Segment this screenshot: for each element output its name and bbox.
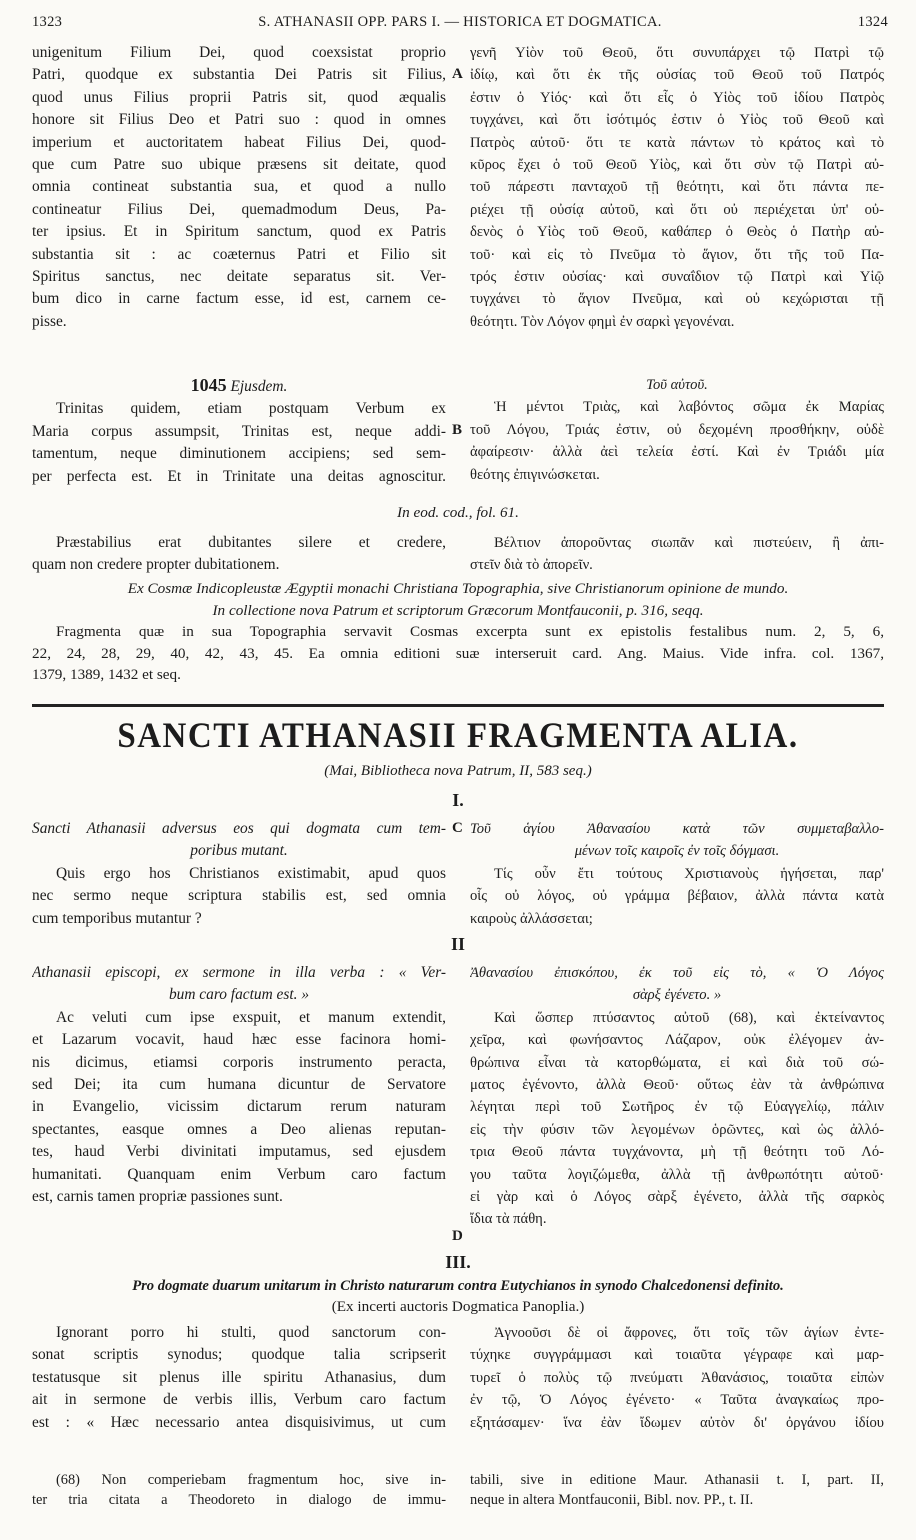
block2-latin [32, 532, 446, 577]
text-line: bum dico in carne factum esse, id est, carnem ce- [32, 290, 446, 308]
text-line: est, carnis tamen propriæ passiones sunt. [32, 1188, 283, 1206]
text-line: Πατρὸς αὐτοῦ· ὅτι τε κατὰ πάντων τὸ κράτος καὶ τὸ [470, 134, 884, 151]
fragment-heading-line: Ἀθανασίου ἐπισκόπου, ἐκ τοῦ εἰς τὸ, « Ὁ Λόγος [470, 965, 884, 981]
fragment-i-latin [32, 818, 446, 930]
footnote-line: (68) Non comperiebam fragmentum hoc, sive in- [56, 1472, 446, 1488]
text-line: tes, haud Verbi divinitati imputamus, sed ejusdem [32, 1143, 446, 1161]
text-line: τρια Θεοῦ πάντα τυγχάνοντα, μὴ τῇ θεότητι τοῦ Λό- [470, 1144, 884, 1161]
text-line: τύχηκε συγγράμμασι καὶ τοιαῦτα γέγραφε καὶ μαρ- [470, 1347, 884, 1364]
fragment-heading-line: Athanasii episcopi, ex sermone in illa verba : « Ver- [32, 964, 446, 981]
fragment-ii-latin [32, 962, 446, 1208]
text-line: est : « Hæc necessario antea disquisivimus, ut cum [32, 1413, 446, 1431]
fragment-1045-greek [470, 374, 884, 486]
text-line: Fragmenta quæ in sua Topographia servavit Cosmas excerpta sunt ex epistolis festalibus num. 2, 5, 6, [56, 623, 884, 640]
text-line: Βέλτιον ἀποροῦντας σιωπᾶν καὶ πιστεύειν, ἢ ἀπι- [494, 535, 884, 551]
running-head [32, 14, 888, 34]
text-line: pisse. [32, 312, 67, 330]
cosmas-note [32, 578, 884, 686]
text-line: δενὸς ὁ Υἱὸς τοῦ Θεοῦ, καθάπερ ὁ Θεὸς ὁ Πατὴρ αὐ- [470, 224, 884, 241]
text-line: quam non credere propter dubitationem. [32, 556, 280, 574]
text-line: τυγχάνει τὸ ἅγιον Πνεῦμα, καὶ οὐ κεχώρισται τῇ [470, 291, 884, 308]
text-line: substantia sit : ac coæternus Patri et Filio sit [32, 245, 446, 263]
text-line: θεότητι. Τὸν Λόγον φημὶ ἐν σαρκὶ γεγονέναι. [470, 313, 735, 330]
text-line: imperium et auctoritatem habeat Filius Dei, quod- [32, 133, 446, 151]
text-line: Τίς οὖν ἔτι τούτους Χριστιανοὺς ἡγήσεται, παρ' [494, 865, 884, 882]
text-line: εξητάσαμεν· ἵνα ἐὰν ἴδωμεν αὐτὸν δι' ὀργάνου ἰδίου [470, 1414, 884, 1431]
text-line: unigenitum Filium Dei, quod coexsistat proprio [32, 44, 446, 61]
fragment-numeral-iii: III. [445, 1252, 471, 1272]
running-title: S. ATHANASII OPP. PARS I. — HISTORICA ET DOGMATICA. [258, 14, 662, 30]
fragment-heading-line: Sancti Athanasii adversus eos qui dogmata cum tem- [32, 820, 446, 837]
fragment-title: Ejusdem. [230, 378, 288, 395]
text-line: nis dicimus, etiamsi corporis instrumento peracta, [32, 1053, 446, 1071]
fragment-i-greek [470, 818, 884, 930]
fragment-heading-line: σὰρξ ἐγένετο. » [632, 987, 722, 1004]
text-line: honore sit Filius Deo et Patri suo : quod in omnes [32, 111, 446, 129]
fragment-ii-greek [470, 962, 884, 1231]
page-number-right: 1324 [857, 14, 888, 30]
footnote-line: neque in altera Montfauconii, Bibl. nov. PP., t. II. [470, 1492, 754, 1508]
text-line: κῦρος ἔχει ὁ τοῦ Θεοῦ Υἱὸς, καὶ ὅτι σὺν τῷ Πατρὶ αὐ- [470, 157, 884, 174]
section-subtitle: (Mai, Bibliotheca nova Patrum, II, 583 seq.) [324, 763, 592, 779]
fragment-iii-latin [32, 1322, 446, 1434]
text-line: omnia contineat substantia sua, et quod a nullo [32, 178, 446, 196]
text-line: ἐν τῷ, Ὁ Λόγος ἐγένετο· « Ταῦτα ἀναγκαίως προ- [470, 1392, 884, 1409]
text-line: ἐστιν ὁ Υἱός· καὶ ὅτι εἷς ὁ Υἱὸς τοῦ ἰδίου Πατρὸς [470, 89, 884, 106]
fragment-heading-line: poribus mutant. [190, 842, 288, 860]
text-line: in Evangelio, vicissim dictarum rerum naturam [32, 1098, 446, 1116]
italic-source-line: In collectione nova Patrum et scriptorum Græcorum Montfauconii, p. 316, seqq. [212, 601, 704, 619]
text-line: γενῆ Υἱὸν τοῦ Θεοῦ, ὅτι συνυπάρχει τῷ Πατρὶ τῷ [470, 45, 884, 61]
text-line: sonat scriptis synodus; quodque talia scripserit [32, 1346, 446, 1364]
text-line: καιροὺς ἀλλάσσεται; [470, 910, 593, 927]
section-divider [32, 704, 884, 707]
fragment-heading-line: bum caro factum est. » [168, 986, 310, 1004]
text-line: Spiritus sanctus, nec deitate separatus sit. Ver- [32, 268, 446, 286]
text-line: cum temporibus mutantur ? [32, 909, 202, 927]
text-line: Καὶ ὥσπερ πτύσαντος αὐτοῦ (68), καὶ ἐκτείναντος [494, 1009, 884, 1026]
text-line: et Lazarum vocavit, haud hæc esse facinora homi- [32, 1031, 446, 1049]
text-line: τοῦ· καὶ εἰς τὸ Πνεῦμα τὸ ἅγιον, ὅτι τῆς τοῦ Πα- [470, 246, 884, 263]
text-line: οἷς οὐ λόγος, οὐ γράμμα βέβαιον, ἀλλὰ πάντα κατὰ [470, 888, 884, 905]
text-line: Maria corpus assumpsit, Trinitas est, neque addi- [32, 422, 446, 440]
text-line: ἰδίῳ, καὶ ὅτι ἐκ τῆς οὐσίας τοῦ Θεοῦ τοῦ Πατρός [470, 67, 884, 84]
text-line: contineatur Filius Dei, quemadmodum Deus, Pa- [32, 200, 446, 218]
text-line: Ἀγνοοῦσι δὲ οἱ ἄφρονες, ὅτι τοῖς τῶν ἁγίων ἐντε- [494, 1325, 884, 1341]
margin-marker-d: D [452, 1228, 463, 1244]
text-line: τοῦ Λόγου, Τριάς ἐστιν, οὐ δεχομένη προσθήκην, οὐδὲ [470, 421, 884, 438]
text-line: per perfecta est. Et in Trinitate una deitas agnoscitur. [32, 467, 446, 485]
footnote-latin [32, 1470, 446, 1510]
text-line: θεότης ἐπιγινώσκεται. [470, 466, 600, 483]
block2-greek [470, 532, 884, 577]
fragment-iii-heading: Pro dogmate duarum unitarum in Christo naturarum contra Eutychianos in synodo Chalcedonensi definito. [132, 1278, 784, 1294]
fragment-heading-line: μένων τοῖς καιροῖς ἐν τοῖς δόγμασι. [574, 843, 780, 860]
fragment-heading-line: Τοῦ ἁγίου Ἀθανασίου κατὰ τῶν συμμεταβαλλο- [470, 821, 884, 837]
text-line: Patri, quodque ex substantia Dei Patris sit Filius, [32, 66, 446, 84]
footnote-line: ter tria citata a Theodoreto in dialogo de immu- [32, 1492, 446, 1508]
text-line: χεῖρα, καὶ φωνήσαντος Λάζαρον, οὐκ ἐλέγομεν ἀν- [470, 1032, 884, 1049]
text-line: testatusque sit plenus ille spiritu Athanasius, dum [32, 1368, 446, 1386]
margin-marker-b: B [452, 422, 463, 438]
text-line: ματος ἐγένοντο, ἀλλὰ Θεοῦ· οὕτως ἐὰν τὰ ἀνθρώπινα [470, 1077, 884, 1094]
text-line: γου ταῦτα λογιζώμεθα, ἀλλὰ τῇ ἀνθρωπότητι αὐτοῦ· [470, 1166, 884, 1183]
text-line: εἰ γὰρ καὶ ὁ Λόγος σὰρξ ἐγένετο, ἀλλὰ τῆς σαρκὸς [470, 1189, 884, 1206]
text-line: ριέχει τῇ οὐσίᾳ αὐτοῦ, καὶ ὅτι οὐ περιέχεται ὑπ' οὐ- [470, 201, 884, 218]
text-line: ait in sermone de verbis illis, Verbum caro factum [32, 1391, 446, 1409]
source-reference: In eod. cod., fol. 61. [397, 504, 519, 521]
fragment-numeral-ii: II [450, 934, 465, 954]
footnote-line: tabili, sive in editione Maur. Athanasii t. I, part. II, [470, 1472, 884, 1488]
text-line: τυρεῖ ὁ πολὺς τῷ πνεύματι Ἀθανάσιος, τοιαῦτα εἰπὼν [470, 1369, 884, 1386]
text-line: que cum Patre suo ubique præsens sit deitate, quod [32, 156, 446, 174]
text-line: εἰς τὴν φύσιν τῶν λεγομένων ὁρῶντες, καὶ ὡς ἀλλό- [470, 1121, 884, 1138]
fragment-number: 1045 [190, 375, 227, 395]
text-line: tamentum, neque diminutionem accipiens; sed sem- [32, 445, 446, 463]
text-line: Ignorant porro hi stulti, quod sanctorum con- [56, 1324, 446, 1341]
text-line: 1379, 1389, 1432 et seq. [32, 666, 181, 683]
block1-latin [32, 42, 446, 333]
text-line: στεῖν διὰ τὸ ἀπορεῖν. [470, 557, 593, 574]
text-line: τοῦ πάρεστι πανταχοῦ τῇ θεότητι, καὶ ὅτι πάντα πε- [470, 179, 884, 196]
italic-source-line: Ex Cosmæ Indicopleustæ Ægyptii monachi Christiana Topographia, sive Christianorum opinione de mundo. [127, 580, 789, 597]
fragment-heading [32, 374, 446, 398]
text-line: ter ipsius. Et in Spiritum sanctum, quod ex Patris [32, 223, 446, 241]
text-line: Præstabilius erat dubitantes silere et credere, [56, 534, 446, 551]
text-line: Ἡ μέντοι Τριὰς, καὶ λαβόντος σῶμα ἐκ Μαρίας [494, 399, 884, 416]
text-line: λέγηται περὶ τοῦ Σωτῆρος ἐν τῷ Εὐαγγελίῳ, πάλιν [470, 1099, 884, 1116]
text-line: τρός ἐστιν οὐσίας· καὶ συναΐδιον τῷ Πατρὶ καὶ Υἱῷ [470, 269, 884, 286]
fragment-greek-title: Τοῦ αὐτοῦ. [646, 377, 708, 393]
fragment-iii-subheading: (Ex incerti auctoris Dogmatica Panoplia.) [331, 1298, 585, 1315]
fragment-iii-greek [470, 1322, 884, 1434]
margin-marker-c: C [452, 820, 463, 836]
text-line: θρώπινα εἶναι τὰ κατορθώματα, εἰ καὶ διὰ τοῦ σώ- [470, 1054, 884, 1071]
text-line: nec sermo neque scriptura stabilis est, sed omnia [32, 887, 446, 905]
text-line: quod unus Filius proprii Patris sit, quod æqualis [32, 88, 446, 106]
text-line: ἴδια τὰ πάθη. [470, 1211, 547, 1228]
fragment-numeral-i: I. [452, 790, 464, 810]
text-line: sed Dei; ita cum humana dicuntur de Servatore [32, 1076, 446, 1094]
block1-greek [470, 42, 884, 333]
margin-marker-a: A [452, 66, 463, 82]
footnote-continuation [470, 1470, 884, 1510]
text-line: 22, 24, 28, 29, 40, 42, 43, 45. Ea omnia editioni suæ interseruit card. Ang. Maius. Vide infra. col. 1367, [32, 644, 884, 662]
section-title: SANCTI ATHANASII FRAGMENTA ALIA. [117, 716, 799, 756]
text-line: spectantes, easque omnes a Deo alienas reputan- [32, 1120, 446, 1138]
text-line: ἀφαίρεσιν· ἀλλὰ ἀεὶ τελεία ἐστί. Καὶ ἐν Τριάδι μία [470, 444, 884, 461]
text-line: Quis ergo hos Christianos existimabit, apud quos [56, 864, 446, 882]
text-line: humanitati. Quanquam enim Verbum caro factum [32, 1165, 446, 1183]
page-number-left: 1323 [32, 14, 63, 30]
text-line: Ac veluti cum ipse exspuit, et manum extendit, [56, 1008, 446, 1026]
text-line: τυγχάνει, καὶ ὅτι ἰσότιμός ἐστιν ὁ Υἱὸς τοῦ Θεοῦ καὶ [470, 112, 884, 129]
fragment-1045-latin [32, 374, 446, 488]
text-line: Trinitas quidem, etiam postquam Verbum ex [56, 400, 446, 418]
